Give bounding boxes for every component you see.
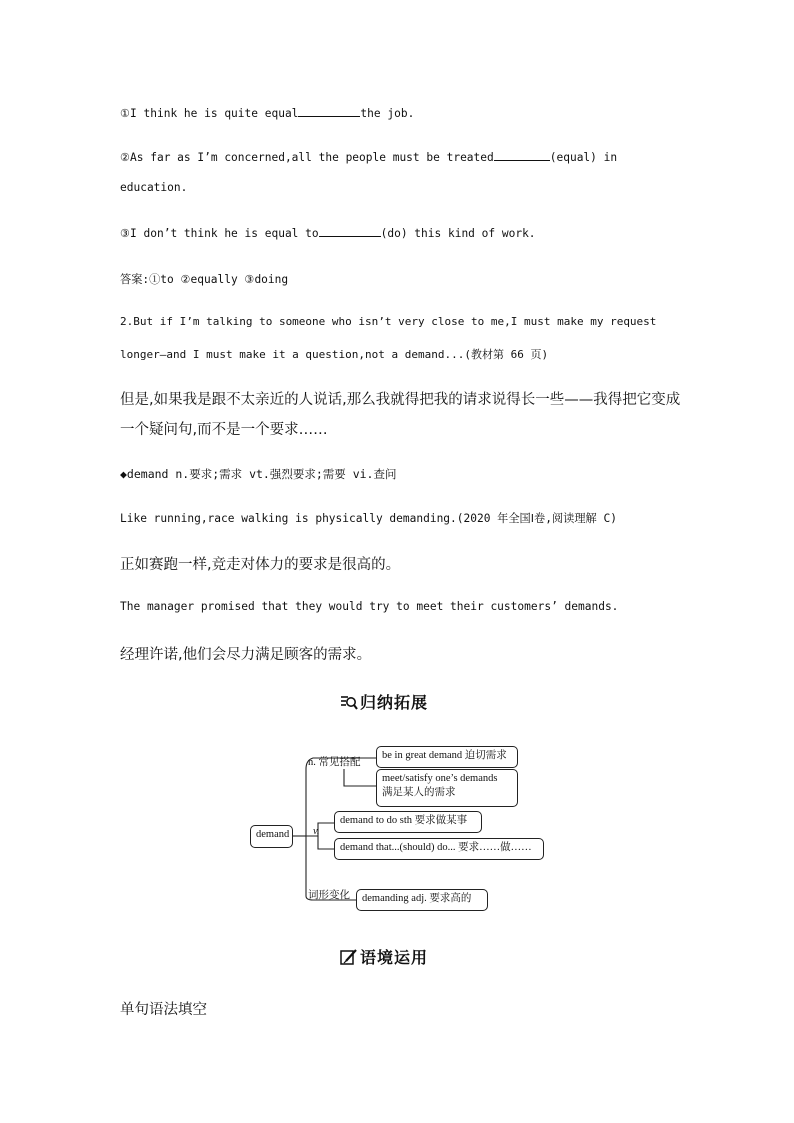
pencil-icon xyxy=(340,948,358,970)
item2-translation-line2: 一个疑问句,而不是一个要求…… xyxy=(120,422,328,438)
verb-label: v. xyxy=(313,826,320,837)
noun-collocation-label: n. 常见搭配 xyxy=(308,757,361,768)
section-heading-induction: 归纳拓展 xyxy=(340,690,428,715)
word-form-demanding: demanding adj. 要求高的 xyxy=(356,889,488,911)
noun-item-meet-demands: meet/satisfy one’s demands 满足某人的需求 xyxy=(376,769,518,807)
item2-sentence-line1: 2.But if I’m talking to someone who isn’t very close to me,I must make my request xyxy=(120,315,657,328)
answer-key: 答案:①to ②equally ③doing xyxy=(120,273,289,286)
section-heading-context: 语境运用 xyxy=(340,945,428,970)
vocab-example-2: The manager promised that they would try to meet their customers’ demands. xyxy=(120,600,619,613)
exercise-q3: ③I don’t think he is equal to (do) this kind of work. xyxy=(120,227,536,240)
fill-in-subtitle: 单句语法填空 xyxy=(120,1002,207,1018)
exercise-q1: ①I think he is quite equal the job. xyxy=(120,107,415,120)
item2-sentence-line2: longer—and I must make it a question,not a demand...(教材第 66 页) xyxy=(120,348,549,361)
verb-item-demand-that: demand that...(should) do... 要求……做…… xyxy=(334,838,544,860)
verb-item-demand-to-do: demand to do sth 要求做某事 xyxy=(334,811,482,833)
vocab-entry: ◆demand n.要求;需求 vt.强烈要求;需要 vi.查问 xyxy=(120,467,397,481)
vocab-example-2-translation: 经理许诺,他们会尽力满足顾客的需求。 xyxy=(120,647,372,663)
mind-map-root: demand xyxy=(250,825,293,848)
word-form-label: 词形变化 xyxy=(308,890,350,901)
exercise-q2: ②As far as I’m concerned,all the people must be treated (equal) in xyxy=(120,151,618,164)
noun-item-great-demand: be in great demand 迫切需求 xyxy=(376,746,518,768)
exercise-q2-continued: education. xyxy=(120,181,188,194)
item2-translation-line1: 但是,如果我是跟不太亲近的人说话,那么我就得把我的请求说得长一些——我得把它变成 xyxy=(120,392,681,408)
vocab-example-1: Like running,race walking is physically demanding.(2020 年全国Ⅰ卷,阅读理解 C) xyxy=(120,512,617,525)
vocab-example-1-translation: 正如赛跑一样,竞走对体力的要求是很高的。 xyxy=(120,557,401,573)
